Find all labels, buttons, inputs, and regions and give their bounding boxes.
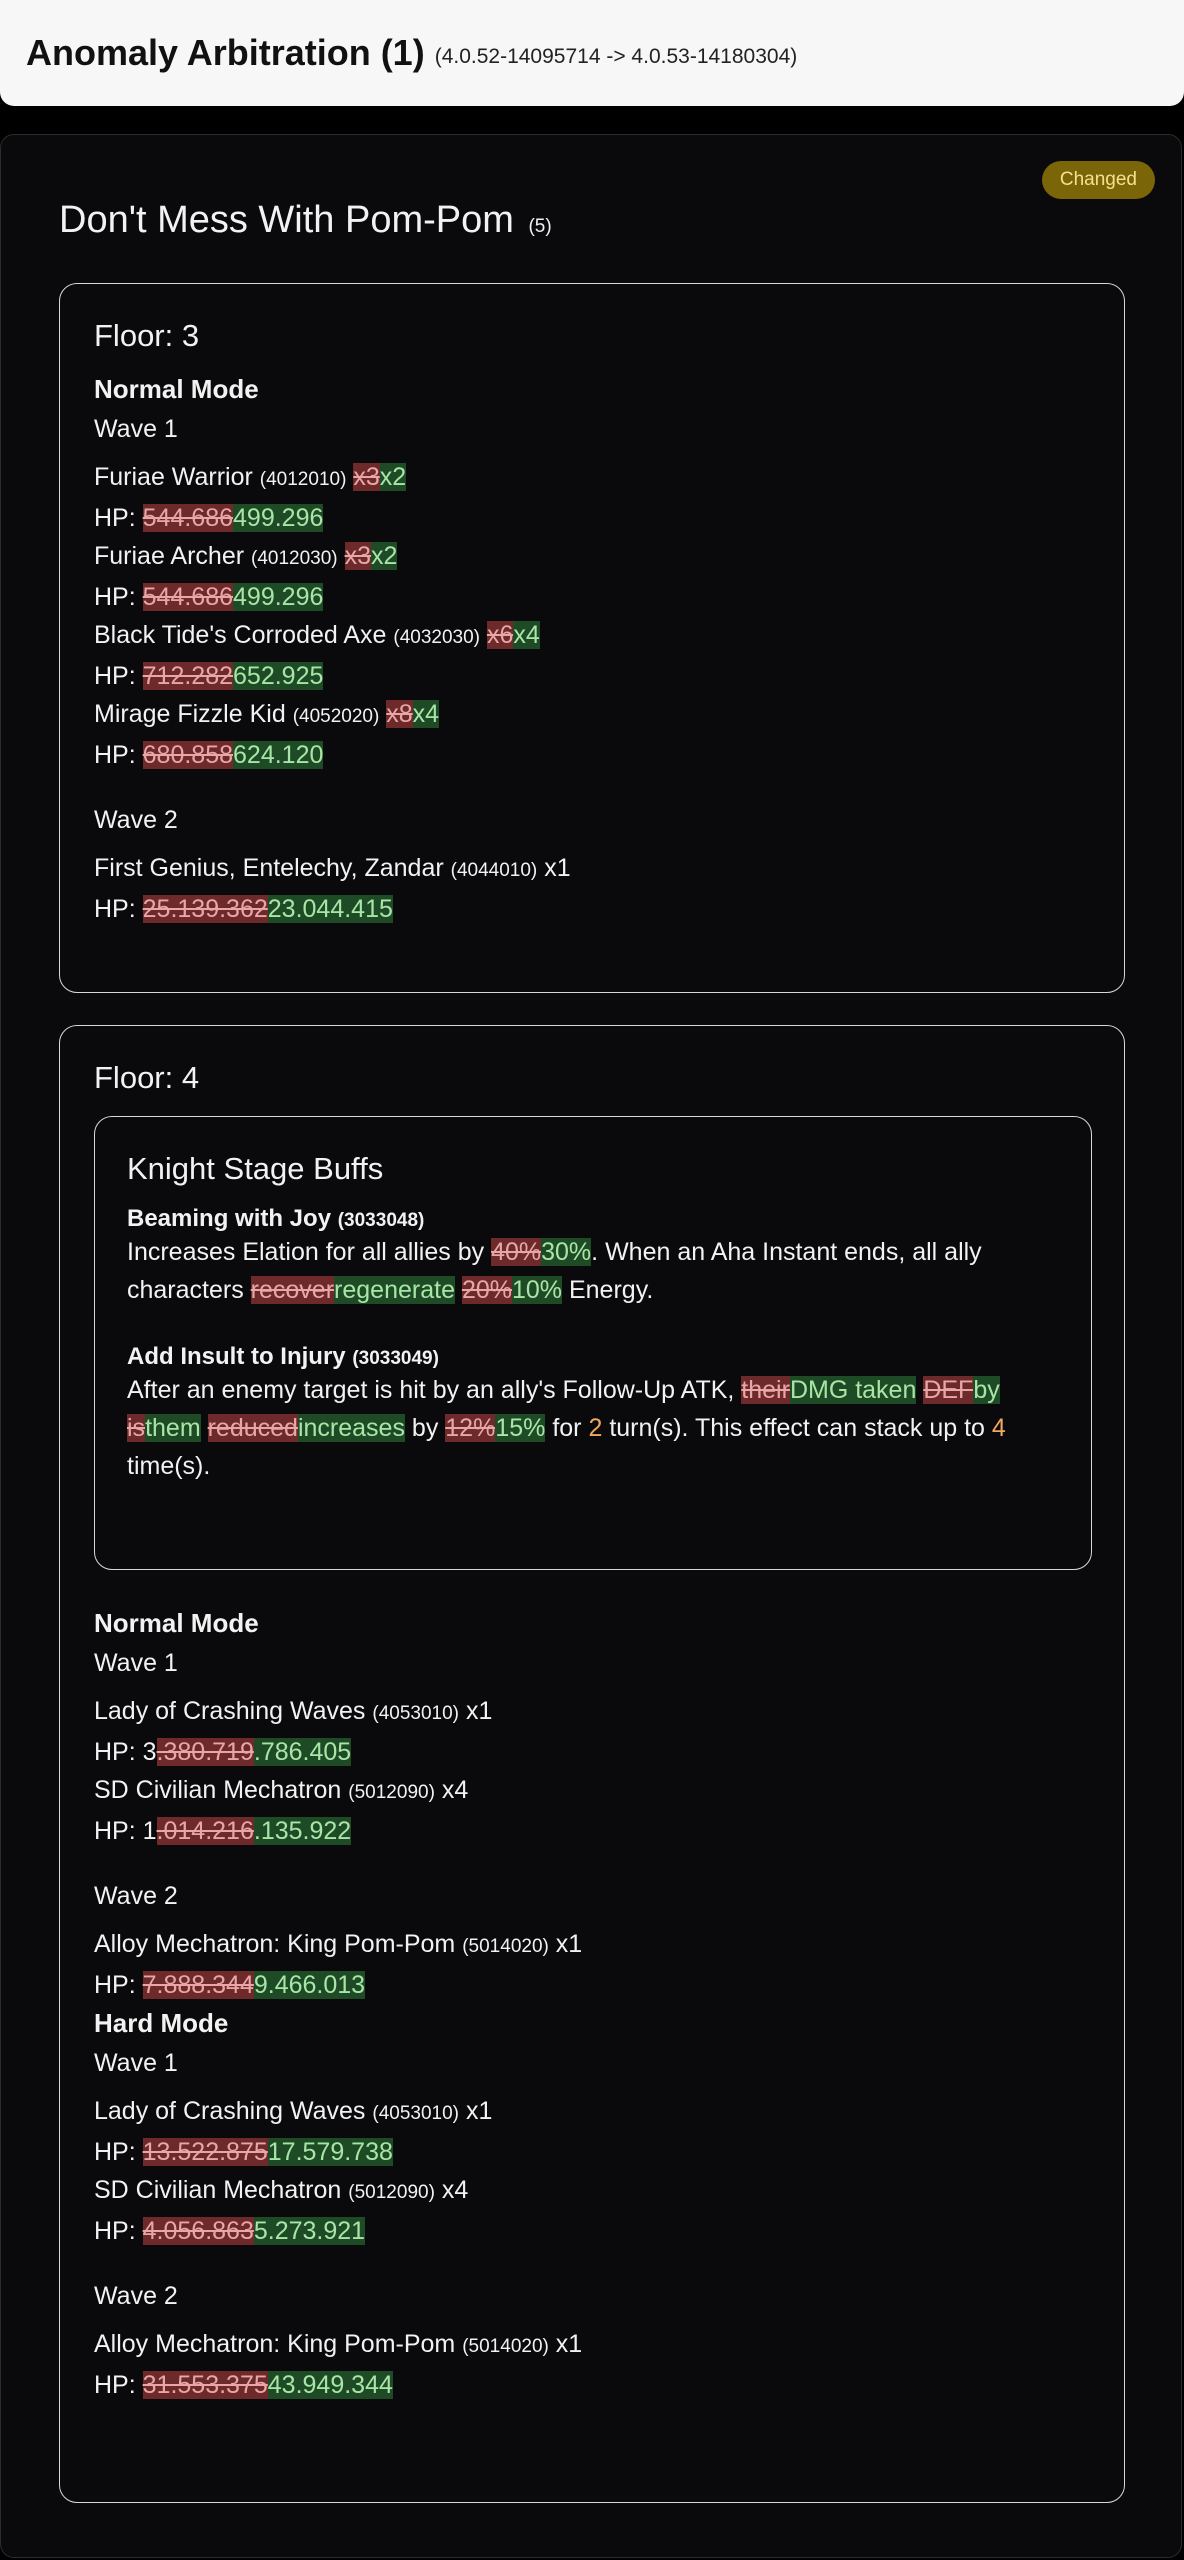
old-value: their: [741, 1376, 790, 1404]
hp-row: [94, 657, 1090, 695]
new-value: them: [145, 1414, 201, 1442]
old-value: DEF: [923, 1376, 974, 1404]
old-value: 12%: [445, 1414, 496, 1442]
floor-title: Floor: 4: [94, 1060, 200, 1095]
mode-title: Normal Mode: [94, 1608, 259, 1638]
wave-2-enemy-list: [94, 2325, 1090, 2404]
desc-text: . When an Aha Instant ends, all ally characters: [127, 1238, 982, 1304]
enemy-row: [94, 849, 1090, 890]
desc-text: turn(s). This effect can stack up to: [609, 1414, 985, 1442]
new-count: x2: [371, 542, 398, 570]
old-hp: 544.686: [142, 504, 234, 532]
desc-text: After an enemy target is hit by an ally's Follow-Up ATK,: [127, 1376, 735, 1404]
enemy-id: (4053010): [372, 1703, 460, 1724]
wave-1-enemy-list: [94, 2092, 1090, 2250]
buff-id: (3033049): [352, 1348, 439, 1369]
enemy-row: [94, 1771, 1090, 1812]
enemy-row: [94, 1925, 1090, 1966]
enemy-name: Alloy Mechatron: King Pom-Pom: [94, 2330, 456, 2358]
section-title: [59, 199, 552, 242]
buff-name: [127, 1205, 1059, 1233]
enemy-id: (5012090): [348, 1782, 435, 1803]
mode-title: Hard Mode: [94, 2008, 229, 2038]
old-value: recover: [250, 1276, 335, 1304]
enemy-name: Lady of Crashing Waves: [94, 1697, 366, 1725]
enemy-name: Furiae Warrior: [94, 463, 253, 491]
hp-row: [94, 499, 1090, 537]
new-hp: 17.579.738: [267, 2138, 393, 2166]
desc-text: time(s).: [127, 1452, 211, 1480]
knight-stage-buffs-card: [94, 1116, 1092, 1570]
enemy-name: Black Tide's Corroded Axe: [94, 621, 387, 649]
hp-label: HP:: [94, 583, 136, 611]
old-hp: 25.139.362: [142, 895, 268, 923]
hp-label: HP:: [94, 2138, 136, 2166]
floor-3-card: [59, 283, 1125, 993]
enemy-row: [94, 2325, 1090, 2366]
old-count: x3: [344, 542, 371, 570]
enemy-count: x1: [465, 2097, 493, 2125]
new-hp: 624.120: [233, 741, 324, 769]
hp-label: HP:: [94, 662, 136, 690]
enemy-id: (4012010): [259, 469, 347, 490]
enemy-row: [94, 695, 1090, 736]
enemy-row: [94, 1692, 1090, 1733]
wave-1-enemy-list: [94, 458, 1090, 774]
enemy-id: (5014020): [462, 2336, 549, 2357]
enemy-id: (5012090): [348, 2182, 435, 2203]
desc-text: for: [552, 1414, 582, 1442]
hp-label: HP:: [94, 1817, 136, 1845]
new-count: x4: [513, 621, 540, 649]
change-card: [0, 134, 1182, 2558]
old-hp: 7.888.344: [142, 1971, 254, 1999]
buffs-title: Knight Stage Buffs: [127, 1151, 384, 1186]
hp-row: [94, 578, 1090, 616]
old-value: 20%: [461, 1276, 512, 1304]
enemy-count: x1: [544, 854, 571, 882]
wave-2-enemy-list: [94, 849, 1090, 928]
new-hp: 652.925: [233, 662, 324, 690]
buff-description: [127, 1233, 1059, 1309]
hp-label: HP:: [94, 1971, 136, 1999]
new-hp: 23.044.415: [267, 895, 393, 923]
enemy-id: (4053010): [372, 2103, 460, 2124]
buff-name-text: Add Insult to Injury: [127, 1343, 346, 1370]
enemy-name: First Genius, Entelechy, Zandar: [94, 854, 444, 882]
new-value: 15%: [495, 1414, 546, 1442]
hp-row: [94, 2212, 1090, 2250]
old-hp: 712.282: [142, 662, 234, 690]
wave-title: Wave 1: [94, 1649, 178, 1677]
enemy-name: Mirage Fizzle Kid: [94, 700, 286, 728]
status-badge: Changed: [1042, 161, 1155, 199]
hp-row: [94, 2133, 1090, 2171]
hp-row: [94, 1966, 1090, 2004]
new-hp: 43.949.344: [267, 2371, 393, 2399]
turn-count: 2: [588, 1414, 603, 1442]
new-value: DMG taken: [789, 1376, 917, 1404]
enemy-id: (5014020): [462, 1936, 549, 1957]
enemy-id: (4052020): [292, 706, 380, 727]
wave-title: Wave 2: [94, 2282, 178, 2310]
new-hp: 499.296: [233, 504, 324, 532]
wave-title: Wave 1: [94, 415, 178, 443]
buff-name-text: Beaming with Joy: [127, 1205, 332, 1232]
enemy-row: [94, 2092, 1090, 2133]
enemy-row: [94, 458, 1090, 499]
old-hp: 4.056.863: [142, 2217, 254, 2245]
new-value: regenerate: [334, 1276, 455, 1304]
old-hp: 544.686: [142, 583, 234, 611]
old-value: 40%: [491, 1238, 542, 1266]
new-value: increases: [297, 1414, 405, 1442]
floor-title: Floor: 3: [94, 318, 200, 353]
enemy-id: (4012030): [251, 548, 338, 569]
buff-name: [127, 1343, 1059, 1371]
buff-description: [127, 1371, 1059, 1485]
old-hp: 13.522.875: [142, 2138, 268, 2166]
enemy-name: Lady of Crashing Waves: [94, 2097, 366, 2125]
new-value: 10%: [511, 1276, 563, 1304]
hp-row: [94, 1812, 1090, 1850]
desc-text: by: [411, 1414, 439, 1442]
hp-label: HP:: [94, 1738, 136, 1766]
new-hp: 9.466.013: [253, 1971, 366, 1999]
old-count: x6: [486, 621, 514, 649]
wave-title: Wave 1: [94, 2049, 178, 2077]
enemy-id: (4032030): [393, 627, 480, 648]
old-count: x3: [353, 463, 380, 491]
new-hp: .786.405: [253, 1738, 352, 1766]
new-hp: 499.296: [233, 583, 324, 611]
old-hp: 680.858: [142, 741, 234, 769]
old-hp: .380.719: [156, 1738, 254, 1766]
buff-id: (3033048): [337, 1210, 425, 1231]
hp-row: [94, 736, 1090, 774]
new-count: x4: [412, 700, 440, 728]
hp-label: HP:: [94, 741, 136, 769]
old-count: x8: [386, 700, 413, 728]
enemy-row: [94, 537, 1090, 578]
old-hp: 31.553.375: [142, 2371, 268, 2399]
stack-count: 4: [991, 1414, 1006, 1442]
section-title-text: Don't Mess With Pom-Pom: [59, 199, 514, 241]
enemy-name: SD Civilian Mechatron: [94, 2176, 342, 2204]
hp-label: HP:: [94, 895, 136, 923]
enemy-name: Furiae Archer: [94, 542, 245, 570]
old-value: reduced: [207, 1414, 298, 1442]
enemy-count: x1: [465, 1697, 493, 1725]
wave-title: Wave 2: [94, 806, 178, 834]
hp-label: HP:: [94, 504, 136, 532]
enemy-id: (4044010): [450, 860, 538, 881]
section-count: (5): [528, 216, 552, 237]
desc-text: Energy.: [562, 1276, 654, 1304]
floor-4-card: [59, 1025, 1125, 2503]
version-diff: (4.0.52-14095714 -> 4.0.53-14180304): [434, 45, 798, 68]
wave-title: Wave 2: [94, 1882, 178, 1910]
desc-text: Increases Elation for all allies by: [127, 1238, 485, 1266]
hp-prefix: 3: [142, 1738, 157, 1766]
hp-row: [94, 2366, 1090, 2404]
new-value: by: [973, 1376, 1000, 1404]
enemy-count: x1: [555, 2330, 583, 2358]
enemy-count: x1: [555, 1930, 583, 1958]
new-hp: 5.273.921: [253, 2217, 366, 2245]
new-count: x2: [379, 463, 407, 491]
enemy-row: [94, 2171, 1090, 2212]
page-title: Anomaly Arbitration (1): [26, 32, 425, 73]
wave-2-enemy-list: [94, 1925, 1090, 2004]
wave-1-enemy-list: [94, 1692, 1090, 1850]
desc-text: [455, 1276, 462, 1304]
old-value: is: [127, 1414, 146, 1442]
hp-row: [94, 890, 1090, 928]
enemy-count: x4: [441, 1776, 469, 1804]
enemy-name: SD Civilian Mechatron: [94, 1776, 342, 1804]
old-hp: .014.216: [156, 1817, 254, 1845]
enemy-name: Alloy Mechatron: King Pom-Pom: [94, 1930, 456, 1958]
hp-prefix: 1: [142, 1817, 157, 1845]
enemy-count: x4: [441, 2176, 469, 2204]
hp-label: HP:: [94, 2217, 136, 2245]
new-value: 30%: [541, 1238, 592, 1266]
page-header: [0, 0, 1184, 106]
hp-row: [94, 1733, 1090, 1771]
hp-label: HP:: [94, 2371, 136, 2399]
enemy-row: [94, 616, 1090, 657]
new-hp: .135.922: [253, 1817, 352, 1845]
mode-title: Normal Mode: [94, 374, 259, 404]
